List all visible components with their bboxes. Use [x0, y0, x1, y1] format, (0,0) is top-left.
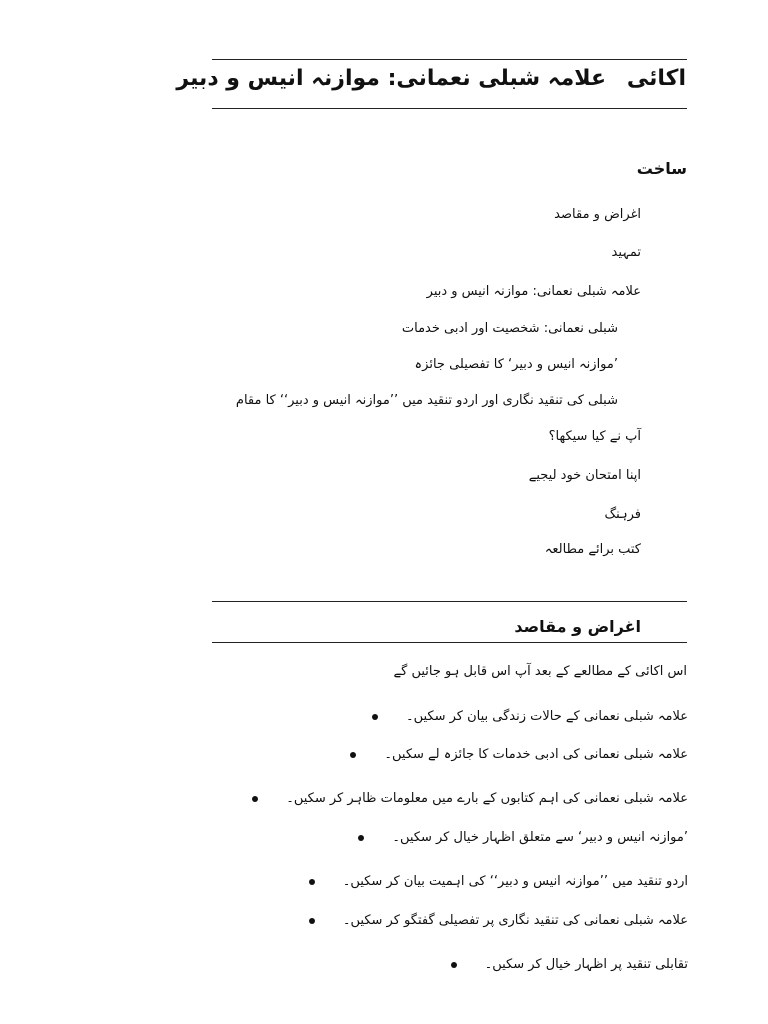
structure-item: فرہنگ: [604, 507, 641, 522]
bullet-icon: [252, 796, 258, 802]
bullet-icon: [309, 918, 315, 924]
bullet-icon: [358, 835, 364, 841]
objectives-bottom-rule: [212, 642, 687, 643]
structure-item: شبلی کی تنقید نگاری اور اردو تنقید میں ’’موازنہ انیس و دبیر‘‘ کا مقام: [235, 393, 618, 408]
header-bottom-rule: [212, 108, 687, 109]
structure-heading: ساخت: [636, 159, 687, 178]
structure-item: اغراض و مقاصد: [554, 207, 641, 222]
objectives-top-rule: [212, 601, 687, 602]
structure-item: آپ نے کیا سیکھا؟: [548, 429, 641, 444]
objective-item: [236, 791, 688, 806]
objective-text: علامہ شبلی نعمانی کی اہم کتابوں کے بارے میں معلومات ظاہر کر سکیں۔: [286, 791, 688, 806]
objective-item: [334, 747, 688, 762]
bullet-icon: [372, 714, 378, 720]
bullet-icon: [350, 752, 356, 758]
objective-item: [356, 709, 688, 724]
structure-item: تمہید: [611, 245, 641, 260]
objective-item: [293, 913, 688, 928]
bullet-icon: [309, 879, 315, 885]
objectives-intro: اس اکائی کے مطالعے کے بعد آپ اس قابل ہو جائیں گے: [393, 664, 687, 679]
objective-item: [342, 830, 688, 845]
structure-item: شبلی نعمانی: شخصیت اور ادبی خدمات: [401, 321, 618, 336]
structure-item: کتب برائے مطالعہ: [544, 542, 641, 557]
unit-title: علامہ شبلی نعمانی: موازنہ انیس و دبیر: [176, 66, 606, 91]
objective-item: [293, 874, 688, 889]
structure-item: ’موازنہ انیس و دبیر‘ کا تفصیلی جائزہ: [414, 357, 618, 372]
bullet-icon: [451, 962, 457, 968]
objective-text: ’موازنہ انیس و دبیر‘ سے متعلق اظہار خیال کر سکیں۔: [392, 830, 688, 845]
objective-text: اردو تنقید میں ’’موازنہ انیس و دبیر‘‘ کی اہمیت بیان کر سکیں۔: [342, 874, 688, 889]
objective-text: علامہ شبلی نعمانی کے حالات زندگی بیان کر سکیں۔: [405, 709, 688, 724]
objective-text: علامہ شبلی نعمانی کی ادبی خدمات کا جائزہ لے سکیں۔: [384, 747, 688, 762]
header-top-rule: [212, 59, 687, 60]
unit-label: اکائی: [626, 66, 686, 91]
structure-item: اپنا امتحان خود لیجیے: [528, 468, 641, 483]
objective-item: [435, 957, 688, 972]
objectives-heading: اغراض و مقاصد: [514, 617, 641, 636]
objective-text: تقابلی تنقید پر اظہار خیال کر سکیں۔: [484, 957, 688, 972]
structure-item: علامہ شبلی نعمانی: موازنہ انیس و دبیر: [426, 284, 641, 299]
objective-text: علامہ شبلی نعمانی کی تنقید نگاری پر تفصیلی گفتگو کر سکیں۔: [342, 913, 688, 928]
